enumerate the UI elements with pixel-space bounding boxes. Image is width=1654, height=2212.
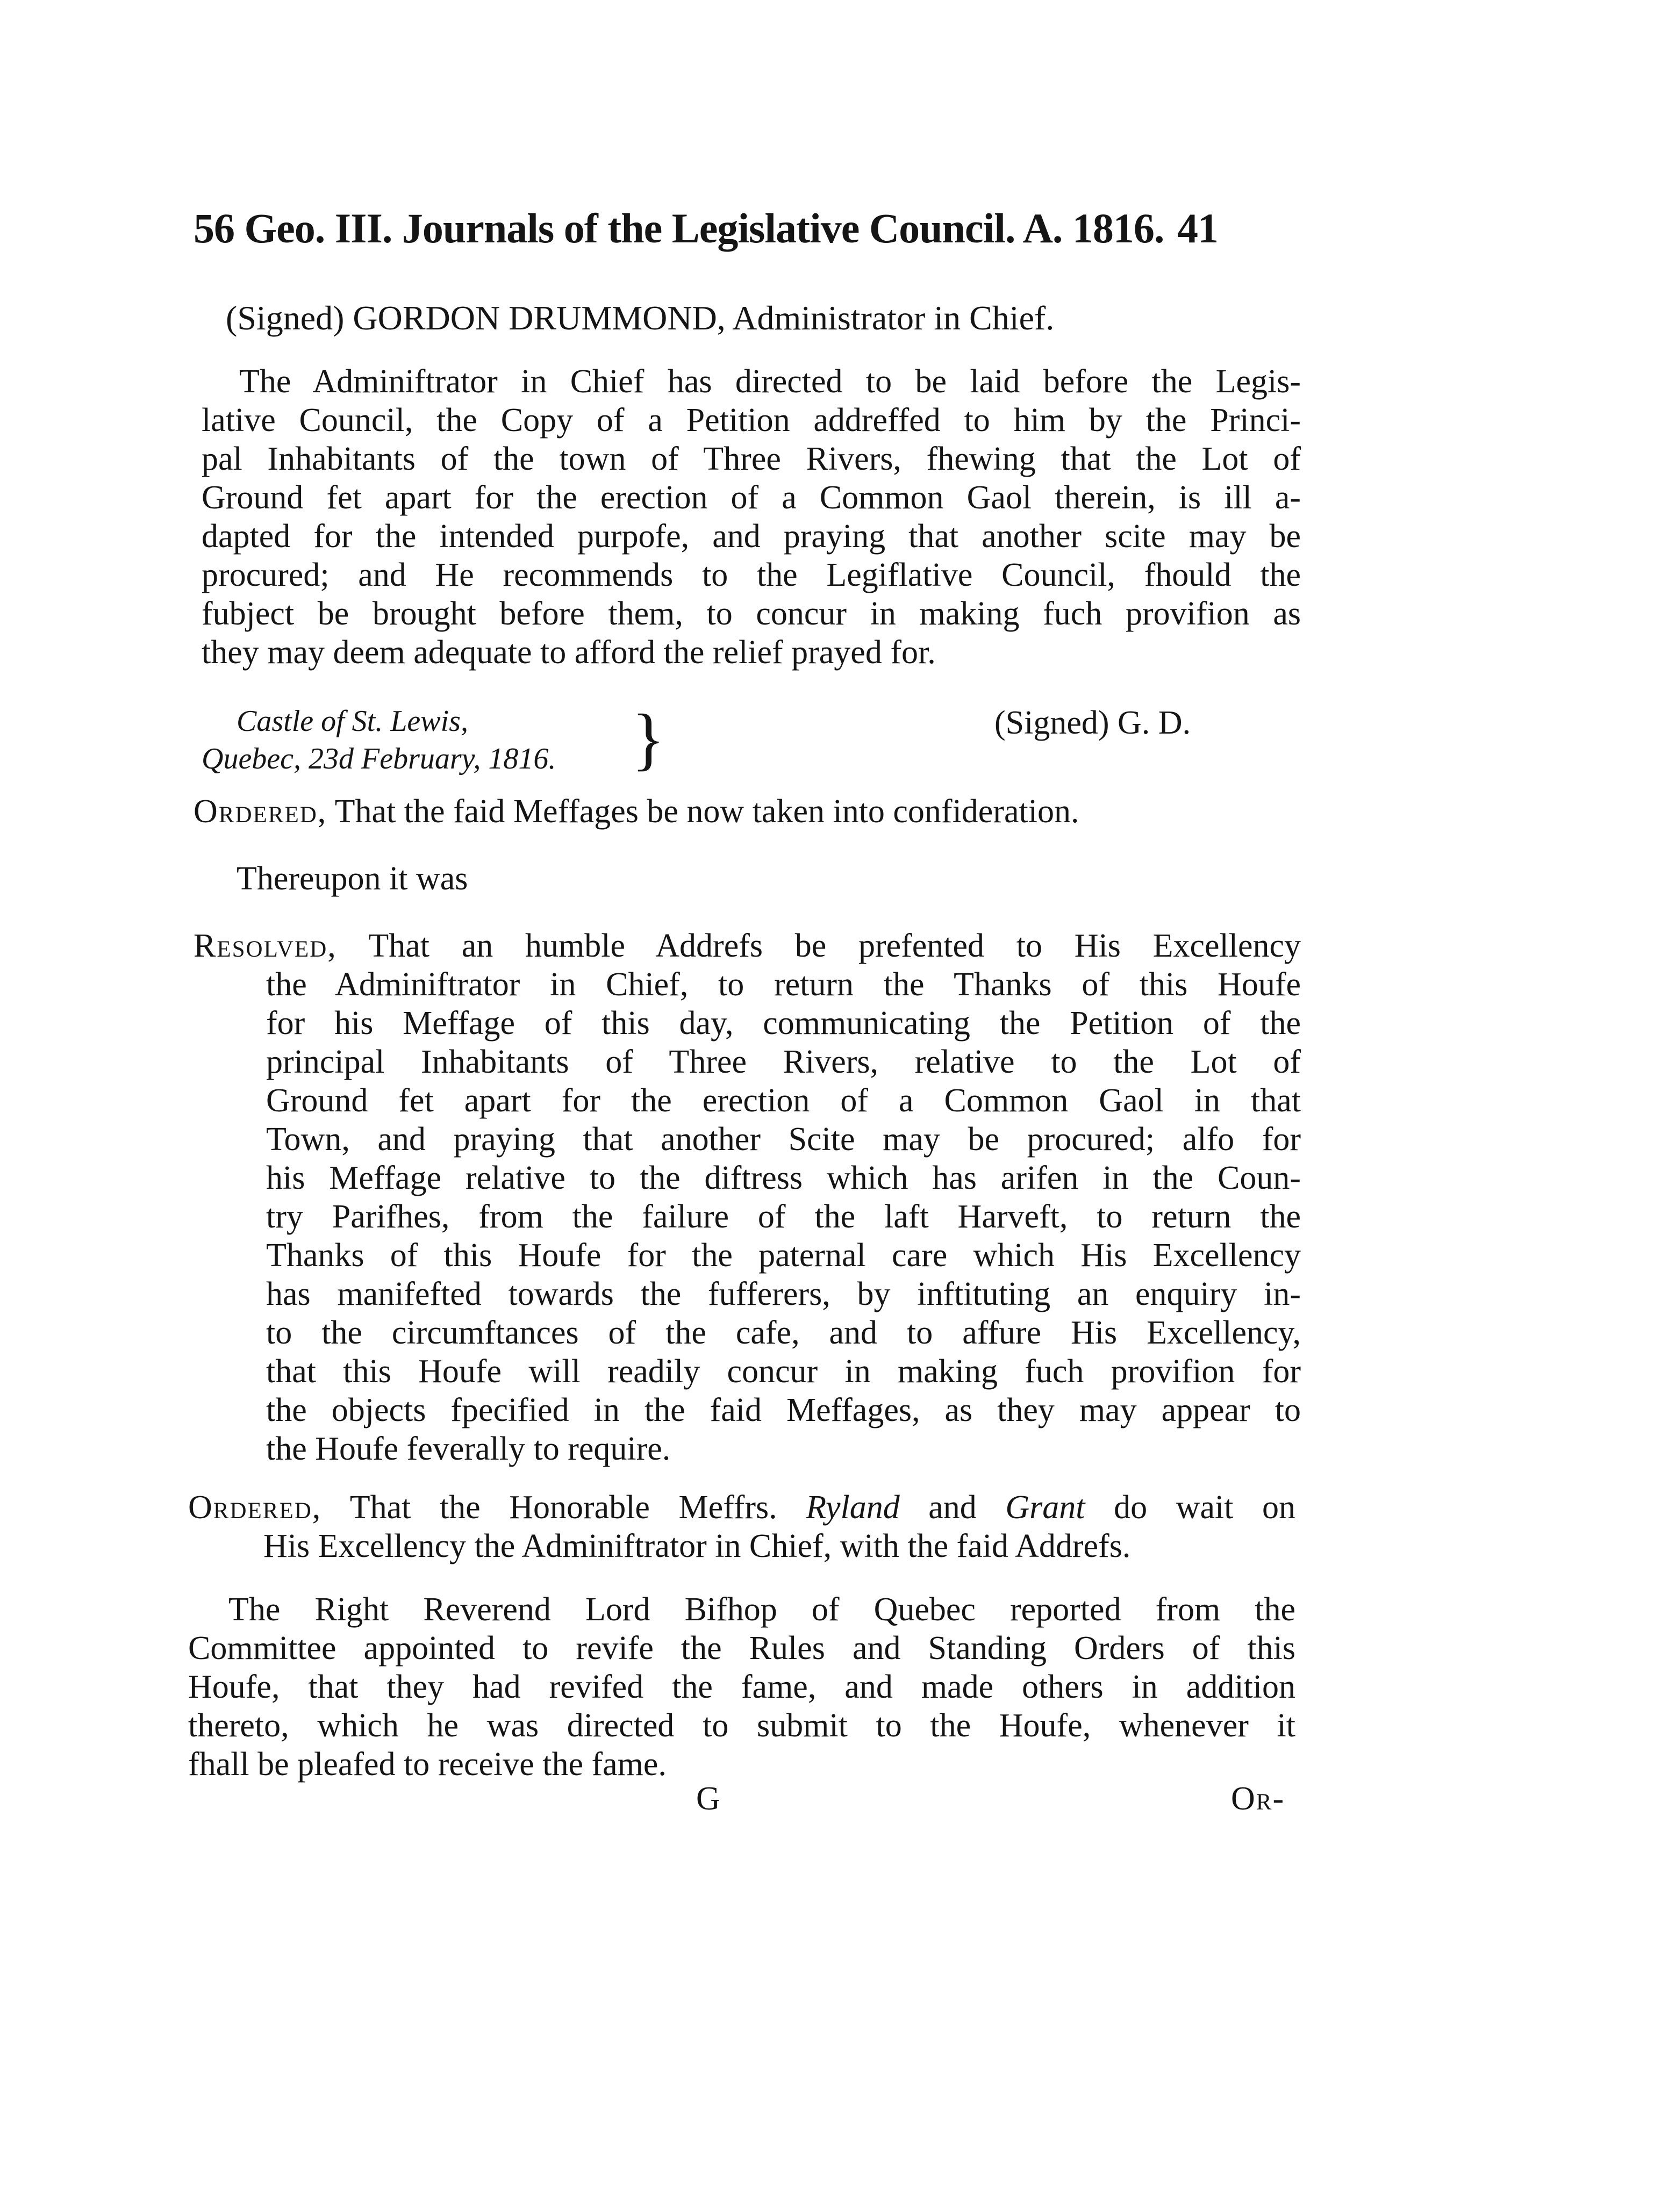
ordered-lead: Ordered, [194, 793, 327, 830]
resolved-line: Town, and praying that another Scite may be procured; alfo for [266, 1121, 1301, 1158]
message-line: pal Inhabitants of the town of Three Rivers, fhewing that the Lot of [202, 441, 1301, 477]
ordered-consideration [194, 793, 1079, 831]
resolved-lead: Resolved, [194, 928, 337, 964]
resolved-text: That an humble Addrefs be prefented to His Excellency [368, 928, 1301, 964]
dateline-brace: } [632, 700, 665, 778]
resolved-line: Thanks of this Houfe for the paternal care which His Excellency [266, 1237, 1301, 1274]
ordered-address-line [188, 1489, 1295, 1527]
resolved-line: the Houfe feverally to require. [266, 1431, 671, 1467]
ordered-text: That the faid Meffages be now taken into confideration. [334, 793, 1079, 830]
bishop-line: Committee appointed to revife the Rules and Standing Orders of this [188, 1630, 1295, 1667]
resolved-line: try Parifhes, from the failure of the laft Harveft, to return the [266, 1198, 1301, 1235]
person-name: Grant [1005, 1489, 1085, 1526]
message-line: procured; and He recommends to the Legiflative Council, fhould the [202, 557, 1301, 593]
ordered-address-line: His Excellency the Adminiftrator in Chief, with the faid Addrefs. [263, 1528, 1131, 1564]
message-line: lative Council, the Copy of a Petition addreffed to him by the Princi- [202, 402, 1301, 439]
ordered-text: do wait on [1114, 1489, 1296, 1526]
signature-initials: (Signed) G. D. [994, 705, 1191, 741]
ordered-text: That the Honorable Meffrs. [349, 1489, 777, 1526]
resolved-line: Ground fet apart for the erection of a Common Gaol in that [266, 1082, 1301, 1119]
resolved-line: to the circumftances of the cafe, and to affure His Excellency, [266, 1315, 1301, 1351]
bishop-line: thereto, which he was directed to submit to the Houfe, whenever it [188, 1707, 1295, 1744]
signature-drummond: (Signed) GORDON DRUMMOND, Administrator in Chief. [226, 299, 1055, 337]
ordered-text: and [928, 1489, 977, 1526]
resolved-line: the objects fpecified in the faid Meffages, as they may appear to [266, 1392, 1301, 1428]
resolved-first-line [194, 927, 1301, 965]
resolved-line: for his Meffage of this day, communicating the Petition of the [266, 1005, 1301, 1042]
thereupon-text: Thereupon it was [237, 860, 468, 897]
running-head-title: 56 Geo. III. Journals of the Legislative Council. A. 1816. [194, 205, 1164, 252]
ordered-lead: Ordered, [188, 1489, 322, 1526]
bishop-line: Houfe, that they had revifed the fame, and made others in addition [188, 1669, 1295, 1705]
message-line: fubject be brought before them, to concur in making fuch provifion as [202, 595, 1301, 632]
person-name: Ryland [806, 1489, 900, 1526]
message-line: they may deem adequate to afford the relief prayed for. [202, 634, 936, 671]
resolved-line: his Meffage relative to the diftress which has arifen in the Coun- [266, 1160, 1301, 1196]
signature-mark: G [696, 1780, 720, 1817]
resolved-line: that this Houfe will readily concur in making fuch provifion for [266, 1353, 1301, 1390]
page-number: 41 [1177, 205, 1218, 252]
message-line: dapted for the intended purpofe, and praying that another scite may be [202, 518, 1301, 555]
message-line: The Adminiftrator in Chief has directed to be laid before the Legis- [239, 363, 1301, 400]
dateline-date: Quebec, 23d February, 1816. [202, 742, 556, 775]
resolved-line: has manifefted towards the fufferers, by inftituting an enquiry in- [266, 1276, 1301, 1312]
running-header [194, 204, 1269, 253]
resolved-line: principal Inhabitants of Three Rivers, relative to the Lot of [266, 1044, 1301, 1080]
resolved-line: the Adminiftrator in Chief, to return the Thanks of this Houfe [266, 966, 1301, 1003]
bishop-line: The Right Reverend Lord Bifhop of Quebec reported from the [228, 1591, 1295, 1628]
dateline-place: Castle of St. Lewis, [237, 705, 468, 738]
message-line: Ground fet apart for the erection of a Common Gaol therein, is ill a- [202, 479, 1301, 516]
catchword: Or- [1231, 1780, 1285, 1817]
bishop-line: fhall be pleafed to receive the fame. [188, 1746, 667, 1783]
